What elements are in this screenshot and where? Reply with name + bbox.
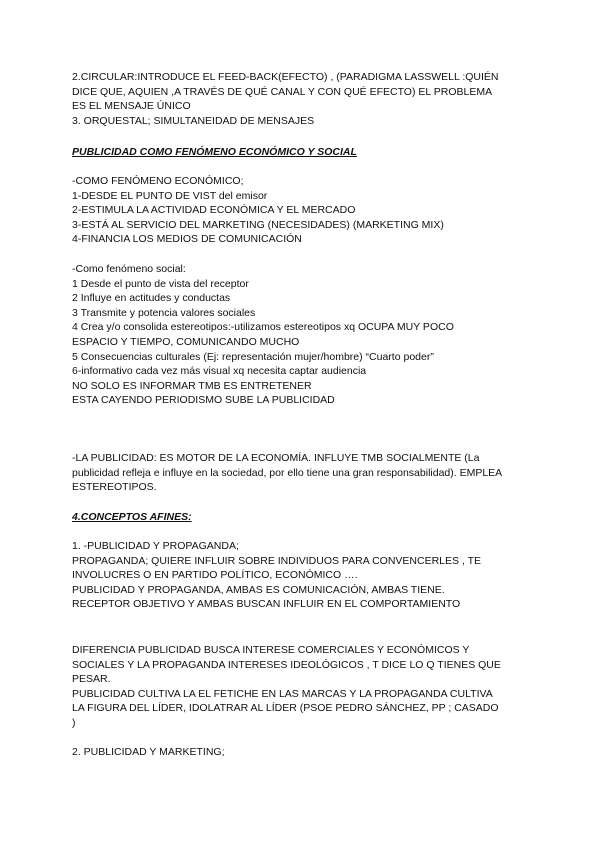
marketing-paragraph (72, 745, 540, 760)
social-line: 6-informativo cada vez más visual xq necesita captar audiencia (72, 365, 367, 378)
marketing-line: 2. PUBLICIDAD Y MARKETING; (72, 746, 225, 758)
summary-paragraph (72, 451, 540, 495)
difference-line: ) (72, 716, 76, 729)
social-line: 1 Desde el punto de vista del receptor (72, 277, 249, 290)
summary-line: publicidad refleja e influye en la sociedad, por ello tiene una gran responsabilidad). EMPLEA (72, 466, 503, 479)
difference-line: LA FIGURA DEL LÍDER, IDOLATRAR AL LÍDER (PSOE PEDRO SÁNCHEZ, PP ; CASADO (72, 702, 499, 715)
propaganda-line: RECEPTOR OBJETIVO Y AMBAS BUSCAN INFLUIR EN EL COMPORTAMIENTO (72, 598, 461, 611)
intro-line: 3. ORQUESTAL; SIMULTANEIDAD DE MENSAJES (72, 114, 315, 127)
propaganda-paragraph (72, 539, 540, 612)
propaganda-line: INVOLUCRES O EN PARTIDO POLÍTICO, ECONÓMICO …. (72, 569, 358, 582)
difference-line: PUBLICIDAD CULTIVA LA EL FETICHE EN LAS MARCAS Y LA PROPAGANDA CULTIVA (72, 687, 493, 700)
intro-line: ES EL MENSAJE ÚNICO (72, 100, 191, 113)
social-line: ESTA CAYENDO PERIODISMO SUBE LA PUBLICIDAD (72, 394, 335, 407)
propaganda-line: 1. -PUBLICIDAD Y PROPAGANDA; (72, 540, 239, 552)
social-paragraph (72, 262, 540, 408)
social-line: 3 Transmite y potencia valores sociales (72, 306, 256, 319)
economic-line: -COMO FENÓMENO ECONÓMICO; (72, 175, 244, 187)
social-line: 2 Influye en actitudes y conductas (72, 292, 231, 305)
summary-line: -LA PUBLICIDAD: ES MOTOR DE LA ECONOMÍA. INFLUYE TMB SOCIALMENTE (La (72, 452, 480, 464)
economic-paragraph (72, 174, 540, 247)
propaganda-line: PROPAGANDA; QUIERE INFLUIR SOBRE INDIVIDUOS PARA CONVENCERLES , TE (72, 554, 482, 567)
social-line: ESPACIO Y TIEMPO, COMUNICANDO MUCHO (72, 335, 300, 348)
summary-line: ESTEREOTIPOS. (72, 481, 157, 494)
difference-paragraph (72, 643, 540, 731)
intro-line: 2.CIRCULAR:INTRODUCE EL FEED-BACK(EFECTO) , (PARADIGMA LASSWELL :QUIÉN (72, 71, 499, 83)
propaganda-line: PUBLICIDAD Y PROPAGANDA, AMBAS ES COMUNICACIÓN, AMBAS TIENE. (72, 583, 445, 596)
economic-line: 2-ESTIMULA LA ACTIVIDAD ECONÓMICA Y EL MERCADO (72, 204, 356, 217)
intro-line: DICE QUE, AQUIEN ,A TRAVÉS DE QUÉ CANAL Y CON QUÉ EFECTO) EL PROBLEMA (72, 85, 493, 98)
economic-line: 1-DESDE EL PUNTO DE VIST del emisor (72, 189, 268, 202)
economic-line: 4-FINANCIA LOS MEDIOS DE COMUNICACIÓN (72, 233, 302, 246)
social-line: 5 Consecuencias culturales (Ej: representación mujer/hombre) “Cuarto poder” (72, 350, 434, 363)
social-line: NO SOLO ES INFORMAR TMB ES ENTRETENER (72, 379, 312, 392)
section-heading-publicidad: PUBLICIDAD COMO FENÓMENO ECONÓMICO Y SOCIAL (72, 146, 357, 158)
social-line: 4 Crea y/o consolida estereotipos:-utilizamos estereotipos xq OCUPA MUY POCO (72, 321, 454, 334)
social-line: -Como fenómeno social: (72, 263, 186, 275)
section-heading-conceptos: 4.CONCEPTOS AFINES: (72, 511, 192, 523)
difference-line: SOCIALES Y LA PROPAGANDA INTERESES IDEOLÓGICOS , T DICE LO Q TIENES QUE (72, 658, 501, 671)
difference-line: PESAR. (72, 673, 111, 686)
economic-line: 3-ESTÁ AL SERVICIO DEL MARKETING (NECESIDADES) (MARKETING MIX) (72, 218, 444, 231)
intro-paragraph (72, 70, 540, 128)
difference-line: DIFERENCIA PUBLICIDAD BUSCA INTERESE COMERCIALES Y ECONÓMICOS Y (72, 644, 470, 656)
